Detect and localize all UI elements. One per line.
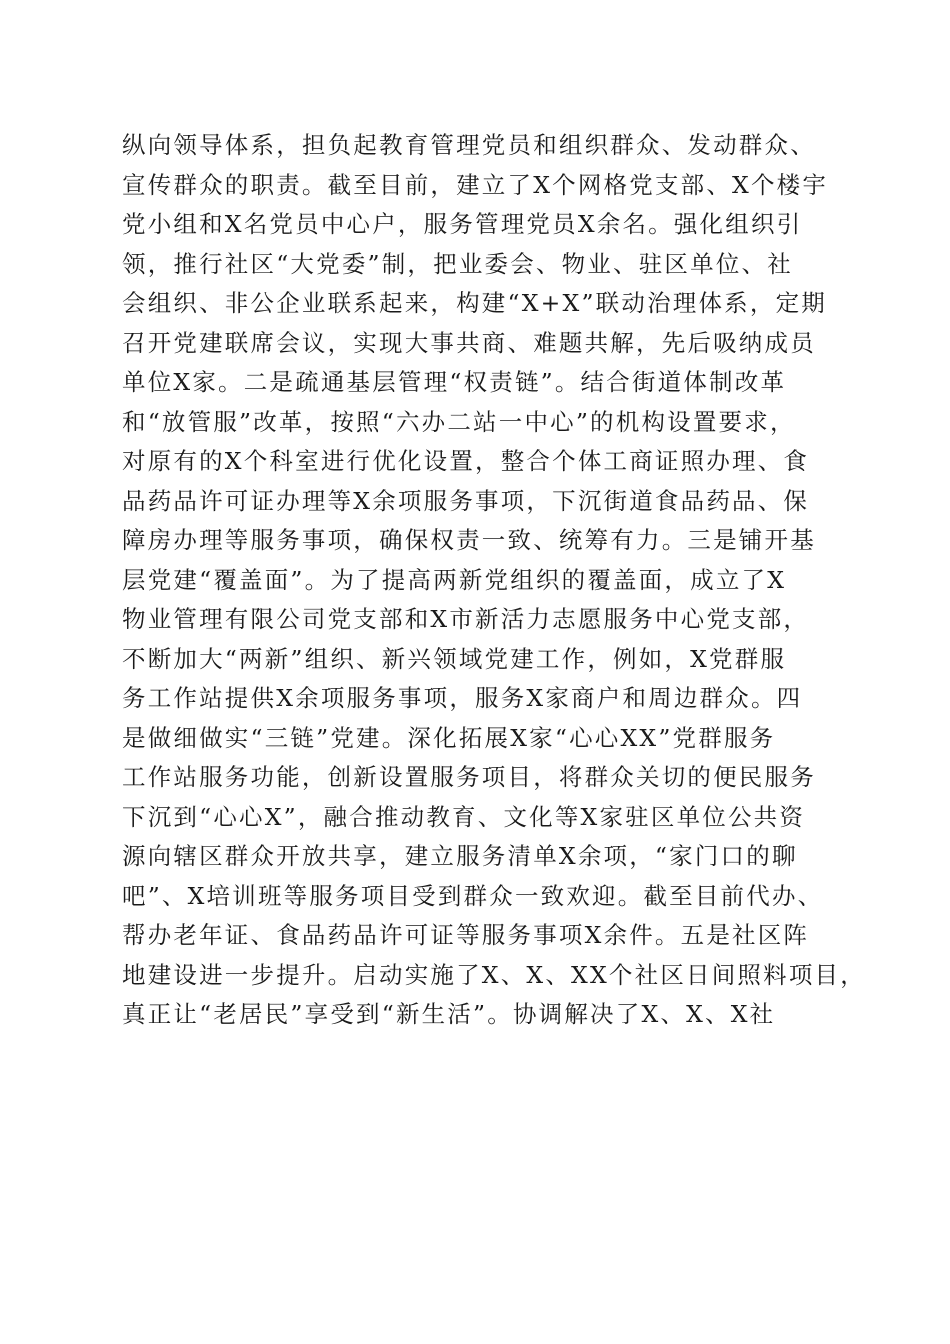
text-line: 和“放管服”改革，按照“六办二站一中心”的机构设置要求， <box>122 407 796 436</box>
text-line: 领，推行社区“大党委”制，把业委会、物业、驻区单位、社 <box>122 249 793 278</box>
text-line: 纵向领导体系，担负起教育管理党员和组织群众、发动群众、 <box>122 131 816 159</box>
text-line: 物业管理有限公司党支部和X市新活力志愿服务中心党支部， <box>122 605 810 633</box>
text-line: 党小组和X名党员中心户，服务管理党员X余名。强化组织引 <box>122 210 803 238</box>
text-line: 会组织、非公企业联系起来，构建“X+X”联动治理体系，定期 <box>122 289 827 317</box>
text-line: 召开党建联席会议，实现大事共商、难题共解，先后吸纳成员 <box>122 328 816 357</box>
text-line: 品药品许可证办理等X余项服务事项，下沉街道食品药品、保 <box>122 486 810 515</box>
text-line: 对原有的X个科室进行优化设置，整合个体工商证照办理、食 <box>122 447 810 475</box>
text-line: 真正让“老居民”享受到“新生活”。协调解决了X、X、X社 <box>122 1000 776 1028</box>
text-line: 不断加大“两新”组织、新兴领域党建工作，例如，X党群服 <box>122 644 787 673</box>
text-line: 障房办理等服务事项，确保权责一致、统筹有力。三是铺开基 <box>122 526 816 554</box>
text-line: 是做细做实“三链”党建。深化拓展X家“心心XX”党群服务 <box>122 723 776 752</box>
text-line: 下沉到“心心X”，融合推动教育、文化等X家驻区单位公共资 <box>122 802 806 831</box>
text-line: 务工作站提供X余项服务事项，服务X家商户和周边群众。四 <box>122 684 803 712</box>
text-line: 单位X家。二是疏通基层管理“权责链”。结合街道体制改革 <box>122 368 787 396</box>
text-line: 工作站服务功能，创新设置服务项目，将群众关切的便民服务 <box>122 763 816 791</box>
text-line: 宣传群众的职责。截至目前，建立了X个网格党支部、X个楼宇 <box>122 170 829 199</box>
text-line: 帮办老年证、食品药品许可证等服务事项X余件。五是社区阵 <box>122 921 810 949</box>
body-text <box>122 126 866 1035</box>
text-line: 层党建“覆盖面”。为了提高两新党组织的覆盖面，成立了X <box>122 565 787 594</box>
text-line: 吧”、X培训班等服务项目受到群众一致欢迎。截至目前代办、 <box>122 881 824 910</box>
text-line: 地建设进一步提升。启动实施了X、X、XX个社区日间照料项目， <box>122 960 866 989</box>
text-line: 源向辖区群众开放共享，建立服务清单X余项，“家门口的聊 <box>122 842 798 870</box>
